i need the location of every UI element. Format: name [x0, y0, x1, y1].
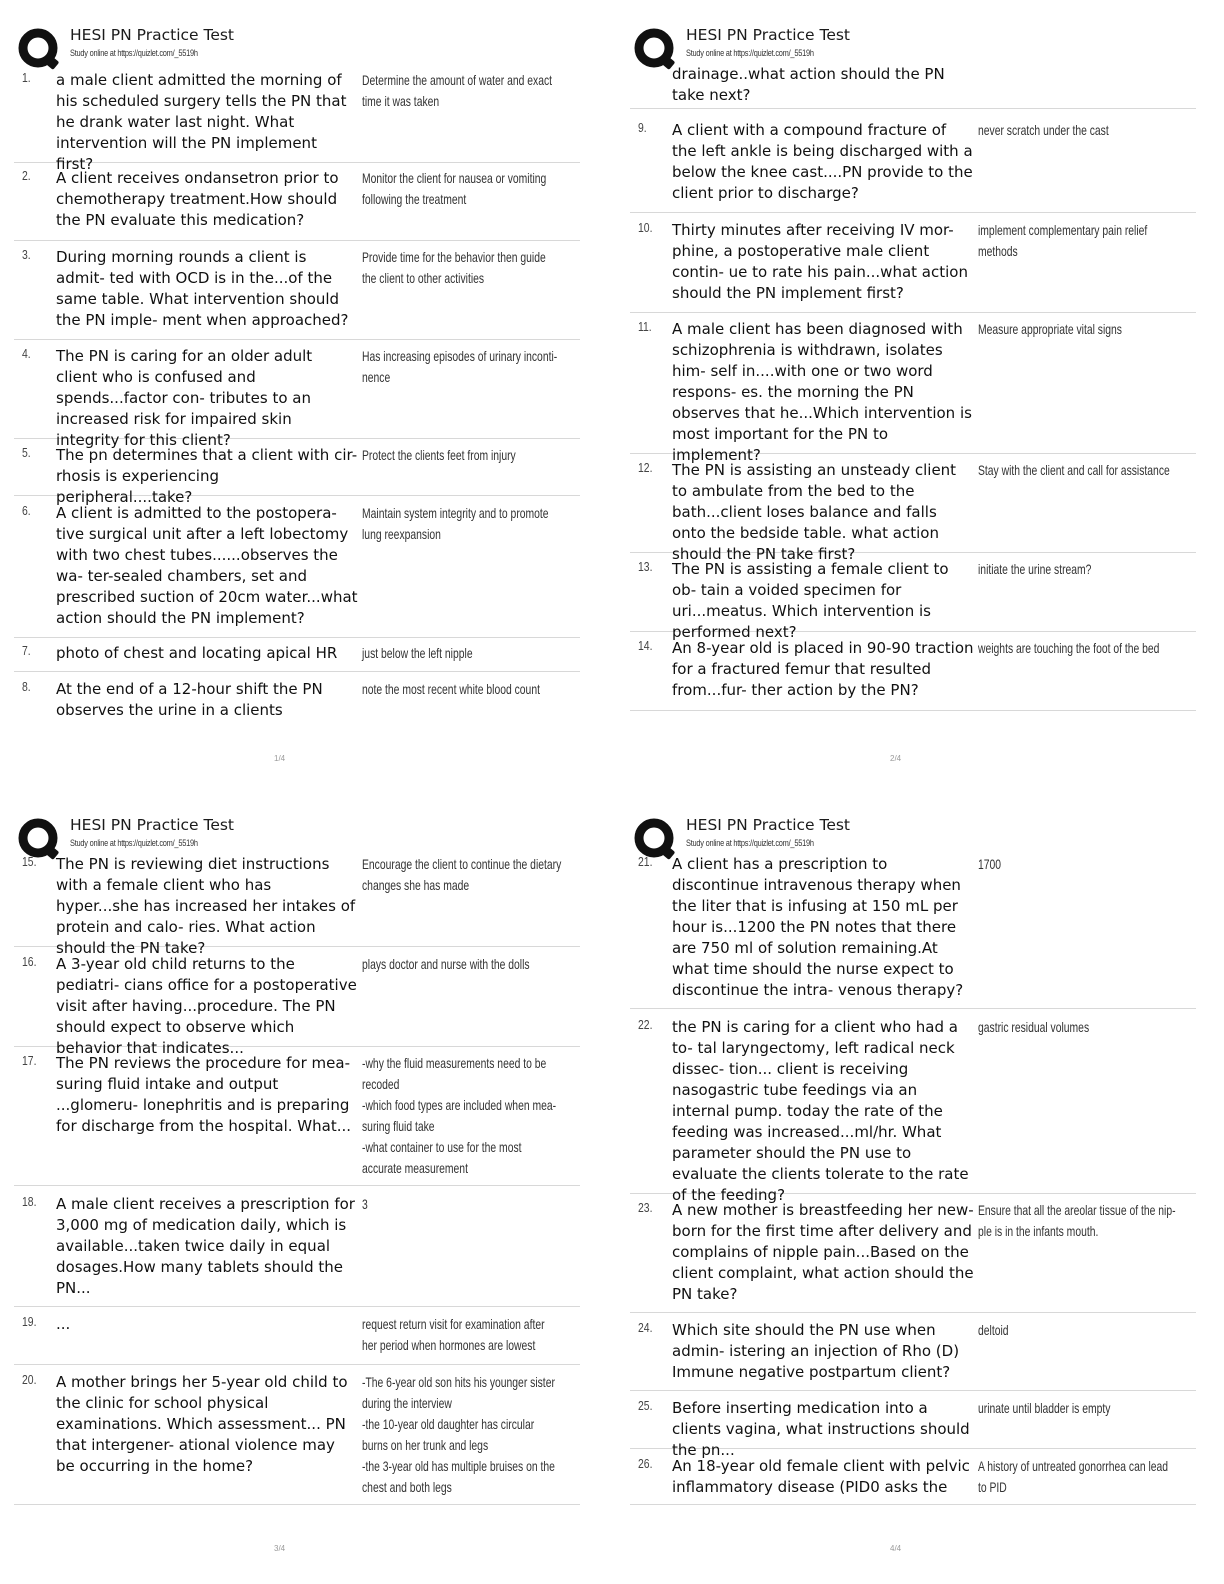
- question-number: 10.: [638, 220, 653, 235]
- question-number: 23.: [638, 1200, 653, 1215]
- answer-text: -The 6-year old son hits his younger sister during the interview -the 10-year old daughter has circular burns on her trunk and legs -the 3-year old has multiple bruises on the chest and both legs: [362, 1374, 555, 1495]
- page-header: [634, 20, 1194, 64]
- answer-text: 3: [362, 1196, 368, 1212]
- answer-text: 1700: [978, 856, 1002, 872]
- question-number: 5.: [22, 445, 31, 460]
- answer-text: note the most recent white blood count: [362, 681, 540, 697]
- question-text: During morning rounds a client is admit- ted with OCD is in the...of the same table. What intervention should the PN imple- ment when approached?: [56, 248, 349, 329]
- question-number: 24.: [638, 1320, 653, 1335]
- answer-text: urinate until bladder is empty: [978, 1400, 1111, 1416]
- qa-row: [630, 120, 1196, 213]
- question-number: 26.: [638, 1456, 653, 1471]
- question-number: 13.: [638, 559, 653, 574]
- qa-row: [14, 1053, 580, 1186]
- qa-row: [630, 220, 1196, 313]
- question-number: 22.: [638, 1017, 653, 1032]
- question-number: 1.: [22, 70, 31, 85]
- qa-row: [14, 346, 580, 449]
- qa-row: [14, 954, 580, 1057]
- question-text: ...: [56, 1315, 71, 1333]
- question-number: 6.: [22, 503, 31, 518]
- question-text: A client has a prescription to discontinue intravenous therapy when the liter that is infusing at 150 mL per hour is...1200 the PN notes that there are 750 ml of solution remaining.At what time should the nurse expect to discontinue the intra- venous therapy?: [672, 855, 964, 999]
- question-number: 3.: [22, 247, 31, 262]
- answer-text: Determine the amount of water and exact time it was taken: [362, 72, 553, 109]
- page-3: [14, 806, 604, 1576]
- qa-row: [630, 1320, 1196, 1391]
- qa-row: [14, 1314, 580, 1365]
- answer-text: gastric residual volumes: [978, 1019, 1090, 1035]
- answer-text: just below the left nipple: [362, 645, 473, 661]
- qa-row: [630, 1017, 1196, 1204]
- question-text: the PN is caring for a client who had a to- tal laryngectomy, left radical neck dissec- tion... client is receiving nasogastric tube feedings via an internal pump. today the rate of the feeding was increased...ml/hr. What parameter should the PN use to evaluate the clients tolerate to the rate of the feeding?: [672, 1018, 969, 1204]
- question-text: A client with a compound fracture of the left ankle is being discharged with a below the knee cast....PN provide to the client prior to discharge?: [672, 121, 973, 202]
- answer-text: weights are touching the foot of the bed: [978, 640, 1160, 656]
- qa-row: [630, 1456, 1196, 1505]
- question-number: 8.: [22, 679, 31, 694]
- answer-text: Provide time for the behavior then guide the client to other activities: [362, 249, 546, 286]
- page-header: [634, 810, 1194, 854]
- question-text: An 8-year old is placed in 90-90 traction for a fractured femur that resulted from...fur- ther action by the PN?: [672, 639, 974, 699]
- qa-row-continuation: [630, 60, 1196, 109]
- question-text-continued: drainage..what action should the PN take next?: [672, 65, 945, 104]
- question-text: photo of chest and locating apical HR: [56, 644, 338, 662]
- header-title: HESI PN Practice Test: [686, 26, 851, 44]
- question-text: A male client receives a prescription for 3,000 mg of medication daily, which is available...taken twice daily in equal dosages.How many tablets should the PN...: [56, 1195, 355, 1297]
- qa-row: [630, 1200, 1196, 1313]
- question-text: A client is admitted to the postopera- tive surgical unit after a left lobectomy with two chest tubes......observes the wa- ter-sealed chambers, set and prescribed suction of 20cm water...what action should the PN implement?: [56, 504, 358, 627]
- question-number: 19.: [22, 1314, 37, 1329]
- page-header: [18, 810, 578, 854]
- question-text: The PN is assisting an unsteady client to ambulate from the bed to the bath...client loses balance and falls onto the bedside table. what action should the PN take first?: [672, 461, 957, 563]
- qa-row: [14, 679, 580, 729]
- page-number: 3/4: [274, 1544, 286, 1553]
- qa-row: [14, 247, 580, 340]
- question-text: Which site should the PN use when admin- istering an injection of Rho (D) Immune negative postpartum client?: [672, 1321, 960, 1381]
- question-number: 20.: [22, 1372, 37, 1387]
- page-2: [630, 16, 1220, 786]
- answer-text: never scratch under the cast: [978, 122, 1109, 138]
- question-text: A new mother is breastfeeding her new- born for the first time after delivery and complains of nipple pain...Based on the client complaint, what action should the PN take?: [672, 1201, 974, 1303]
- answer-text: request return visit for examination after her period when hormones are lowest: [362, 1316, 545, 1353]
- answer-text: Maintain system integrity and to promote lung reexpansion: [362, 505, 549, 542]
- qa-row: [14, 854, 580, 957]
- answer-text: A history of untreated gonorrhea can lead to PID: [978, 1458, 1169, 1495]
- question-text: Before inserting medication into a clients vagina, what instructions should the pn...: [672, 1399, 970, 1459]
- qa-row: [630, 559, 1196, 641]
- page-number: 4/4: [890, 1544, 902, 1553]
- header-subtitle: Study online at https://quizlet.com/_5519h: [70, 48, 198, 59]
- question-text: The PN is assisting a female client to ob- tain a voided specimen for uri...meatus. Which intervention is performed next?: [672, 560, 949, 641]
- question-number: 16.: [22, 954, 37, 969]
- question-text: At the end of a 12-hour shift the PN observes the urine in a clients: [56, 680, 323, 719]
- answer-text: Protect the clients feet from injury: [362, 447, 516, 463]
- question-text: A 3-year old child returns to the pediatri- cians office for a postoperative visit after having...procedure. The PN should expect to observe which behavior that indicates...: [56, 955, 357, 1057]
- header-title: HESI PN Practice Test: [686, 816, 851, 834]
- qa-row: [630, 854, 1196, 1009]
- question-number: 7.: [22, 643, 31, 658]
- question-text: A client receives ondansetron prior to chemotherapy treatment.How should the PN evaluate this medication?: [56, 169, 339, 229]
- page-1: [14, 16, 604, 786]
- header-subtitle: Study online at https://quizlet.com/_5519h: [70, 838, 198, 849]
- answer-text: initiate the urine stream?: [978, 561, 1092, 577]
- qa-row: [14, 1194, 580, 1307]
- answer-text: Has increasing episodes of urinary inconti- nence: [362, 348, 558, 385]
- answer-text: deltoid: [978, 1322, 1009, 1338]
- question-number: 18.: [22, 1194, 37, 1209]
- question-number: 15.: [22, 854, 37, 869]
- question-text: The pn determines that a client with cir- rhosis is experiencing peripheral....take?: [56, 446, 358, 506]
- qa-row: [14, 445, 580, 506]
- page-4: [630, 806, 1220, 1576]
- answer-text: -why the fluid measurements need to be recoded -which food types are included when mea- suring fluid take -what container to use for the most accurate measurement: [362, 1055, 557, 1176]
- answer-text: Encourage the client to continue the dietary changes she has made: [362, 856, 562, 893]
- answer-text: plays doctor and nurse with the dolls: [362, 956, 530, 972]
- qa-row: [14, 70, 580, 173]
- question-number: 12.: [638, 460, 653, 475]
- question-text: a male client admitted the morning of his scheduled surgery tells the PN that he drank water last night. What intervention will the PN implement first?: [56, 71, 347, 173]
- header-title: HESI PN Practice Test: [70, 26, 235, 44]
- answer-text: Stay with the client and call for assistance: [978, 462, 1170, 478]
- question-number: 17.: [22, 1053, 37, 1068]
- qa-row: [630, 638, 1196, 711]
- header-subtitle: Study online at https://quizlet.com/_5519h: [686, 48, 814, 59]
- question-text: Thirty minutes after receiving IV mor- phine, a postoperative male client contin- ue to rate his pain...what action should the PN implement first?: [672, 221, 968, 302]
- answer-text: implement complementary pain relief methods: [978, 222, 1148, 259]
- qa-row: [630, 319, 1196, 464]
- question-text: An 18-year old female client with pelvic inflammatory disease (PID0 asks the: [672, 1457, 970, 1496]
- question-number: 2.: [22, 168, 31, 183]
- question-number: 14.: [638, 638, 653, 653]
- question-text: The PN is caring for an older adult client who is confused and spends...factor con- tributes to an increased risk for impaired skin integrity for this client?: [56, 347, 313, 449]
- page-number: 1/4: [274, 754, 286, 763]
- qa-row: [14, 1372, 580, 1505]
- question-text: The PN reviews the procedure for mea- suring fluid intake and output ...glomeru- lonephritis and is preparing for discharge from the hospital. What...: [56, 1054, 352, 1135]
- question-number: 9.: [638, 120, 647, 135]
- qa-row: [630, 1398, 1196, 1459]
- question-number: 4.: [22, 346, 31, 361]
- qa-row: [630, 460, 1196, 563]
- qa-row: [14, 168, 580, 241]
- page-number: 2/4: [890, 754, 902, 763]
- quizlet-logo-icon: [18, 28, 60, 70]
- question-number: 21.: [638, 854, 653, 869]
- answer-text: Monitor the client for nausea or vomiting following the treatment: [362, 170, 547, 207]
- page-header: [18, 20, 578, 64]
- question-text: A male client has been diagnosed with schizophrenia is withdrawn, isolates him- self in....with one or two word respons- es. the morning the PN observes that he...Which intervention is most important for the PN to implement?: [672, 320, 972, 464]
- qa-row: [14, 503, 580, 638]
- header-title: HESI PN Practice Test: [70, 816, 235, 834]
- question-number: 25.: [638, 1398, 653, 1413]
- answer-text: Ensure that all the areolar tissue of the nip- ple is in the infants mouth.: [978, 1202, 1176, 1239]
- header-subtitle: Study online at https://quizlet.com/_5519h: [686, 838, 814, 849]
- question-number: 11.: [638, 319, 652, 334]
- question-text: The PN is reviewing diet instructions with a female client who has hyper...she has increased her intakes of protein and calo- ries. What action should the PN take?: [56, 855, 356, 957]
- qa-row: [14, 643, 580, 672]
- question-text: A mother brings her 5-year old child to the clinic for school physical examinations. Which assessment... PN that intergener- ational violence may be occurring in the home?: [56, 1373, 348, 1475]
- answer-text: Measure appropriate vital signs: [978, 321, 1122, 337]
